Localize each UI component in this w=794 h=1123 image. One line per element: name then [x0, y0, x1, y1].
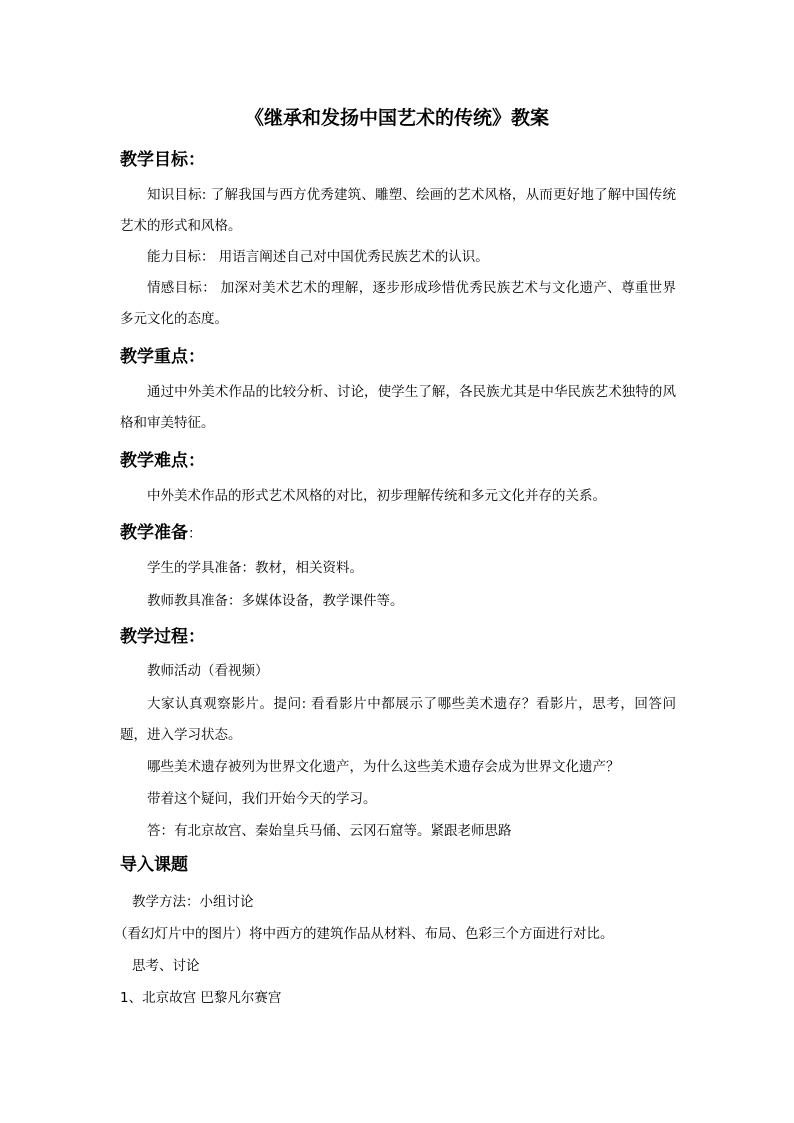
- think-discuss: 思考、讨论: [132, 958, 200, 974]
- teaching-method: 教学方法：小组讨论: [132, 894, 254, 910]
- heritage-question: 哪些美术遗存被列为世界文化遗产，为什么这些美术遗存会成为世界文化遗产？: [147, 759, 620, 775]
- objectives-heading: 教学目标：: [120, 150, 205, 170]
- observe-film: 大家认真观察影片。提问: 看看影片中都展示了哪些美术遗存？看影片，思考，回答问题，进入学习状态。: [120, 696, 676, 743]
- teacher-activity: 教师活动（看视频）: [147, 663, 269, 679]
- preparation-heading-text: 教学准备: [120, 523, 188, 543]
- knowledge-objective: 知识目标: 了解我国与西方优秀建筑、雕塑、绘画的艺术风格，从而更好地了解中国传统艺术的形式和风格。: [120, 187, 676, 234]
- student-preparation: 学生的学具准备：教材，相关资料。: [147, 560, 363, 576]
- preparation-heading: [120, 519, 202, 548]
- teacher-preparation: 教师教具准备：多媒体设备，教学课件等。: [147, 593, 404, 609]
- preparation-heading-colon: ：: [188, 526, 202, 542]
- slides-comparison: （看幻灯片中的图片）将中西方的建筑作品从材料、布局、色彩三个方面进行对比。: [114, 926, 614, 942]
- bring-question: 带着这个疑问，我们开始今天的学习。: [147, 791, 377, 807]
- difficulties-heading: 教学难点：: [120, 451, 205, 471]
- process-heading: 教学过程：: [120, 627, 205, 647]
- answer-text: 答：有北京故宫、秦始皇兵马俑、云冈石窟等。紧跟老师思路: [147, 823, 512, 839]
- key-points-text: 通过中外美术作品的比较分析、讨论，使学生了解，各民族尤其是中华民族艺术独特的风格和审美特征。: [120, 384, 676, 431]
- intro-heading: 导入课题: [120, 855, 188, 875]
- emotion-objective: 情感目标： 加深对美术艺术的理解，逐步形成珍惜优秀民族艺术与文化遗产、尊重世界多元文化的态度。: [120, 280, 676, 327]
- comparison-item-1: 1、北京故宫 巴黎凡尔赛宫: [120, 990, 282, 1006]
- ability-objective: 能力目标： 用语言阐述自己对中国优秀民族艺术的认识。: [147, 249, 489, 265]
- difficulties-text: 中外美术作品的形式艺术风格的对比，初步理解传统和多元文化并存的关系。: [147, 488, 606, 504]
- document-title: 《继承和发扬中国艺术的传统》教案: [244, 107, 549, 129]
- key-points-heading: 教学重点：: [120, 347, 205, 367]
